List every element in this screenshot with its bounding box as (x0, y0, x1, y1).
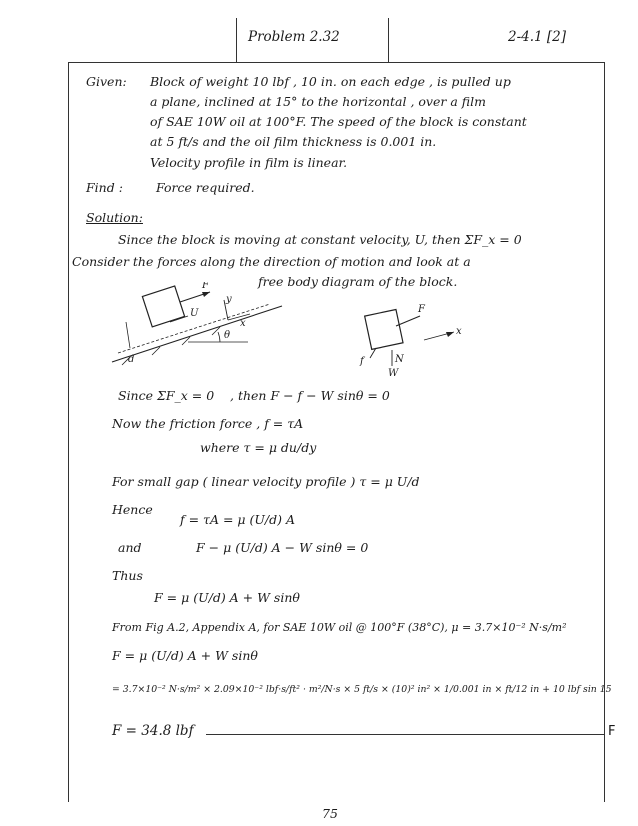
result: F = 34.8 lbf (112, 723, 194, 739)
small-gap-line: For small gap ( linear velocity profile ) τ = μ U/d (112, 474, 420, 489)
given-line: at 5 ft/s and the oil film thickness is 0.001 in. (150, 134, 437, 149)
fbd-force-arrow (396, 316, 420, 326)
find-text: Force required. (156, 180, 255, 195)
x-axis-label: x (240, 318, 246, 329)
given-line: Block of weight 10 lbf , 10 in. on each edge , is pulled up (150, 74, 511, 89)
solution-intro-line: Since the block is moving at constant velocity, U, then ΣF_x = 0 (118, 232, 522, 247)
arrowhead (202, 292, 210, 297)
and-equation: F − μ (U/d) A − W sinθ = 0 (196, 540, 369, 555)
thus-label: Thus (112, 568, 143, 583)
header-bottom-rule (68, 62, 604, 63)
fbd-f-label: F (418, 304, 425, 315)
hence-equation: f = τA = μ (U/d) A (180, 512, 296, 527)
force-equation: F = μ (U/d) A + W sinθ (112, 648, 258, 663)
header-divider-right (388, 18, 389, 62)
header-divider-left (236, 18, 237, 62)
from-figure-line: From Fig A.2, Appendix A, for SAE 10W oil @ 100°F (38°C), μ = 3.7×10⁻² N·s/m² (112, 621, 567, 634)
hence-label: Hence (112, 502, 153, 517)
free-body-diagram (70, 282, 590, 382)
result-pointer-line (206, 734, 604, 735)
fbd-block (365, 309, 403, 349)
solution-intro-line: free body diagram of the block. (258, 274, 458, 289)
arrowhead (446, 332, 454, 337)
block (142, 286, 184, 327)
theta-label: θ (224, 330, 231, 341)
x-axis (228, 314, 250, 320)
find-label: Find : (86, 180, 123, 195)
fbd-x-label: x (456, 326, 462, 337)
thickness-arrow (126, 322, 130, 348)
weight-label: W (388, 368, 399, 379)
d-label: d (128, 354, 135, 365)
y-axis-label: y (226, 294, 232, 305)
given-line: Velocity profile in film is linear. (150, 155, 348, 170)
solution-label: Solution: (86, 210, 143, 225)
given-label: Given: (86, 74, 127, 89)
solution-intro-line: Consider the forces along the direction of motion and look at a (72, 254, 471, 269)
normal-label: N (395, 354, 404, 365)
friction-line: Now the friction force , f = τA (112, 416, 304, 431)
page-number: 75 (322, 806, 338, 821)
problem-title: Problem 2.32 (248, 29, 340, 45)
left-margin-rule (68, 62, 69, 802)
numerical-substitution: = 3.7×10⁻² N·s/m² × 2.09×10⁻² lbf·s/ft² · m²/N·s × 5 ft/s × (10)² in² × 1/0.001 in × ft/12 in + 10 lbf sin 15 (112, 684, 612, 695)
problem-reference: 2-4.1 [2] (508, 29, 567, 45)
sum-forces-right: , then F − f − W sinθ = 0 (230, 388, 390, 403)
angle-arc (218, 332, 220, 342)
given-line: a plane, inclined at 15° to the horizontal , over a film (150, 94, 486, 109)
friction-label: f (360, 356, 364, 367)
given-line: of SAE 10W oil at 100°F. The speed of the block is constant (150, 114, 527, 129)
result-tag: F (608, 724, 616, 739)
f-label: F (202, 282, 209, 291)
velocity-arrow (170, 316, 188, 322)
where-line: where τ = μ du/dy (200, 440, 317, 455)
and-label: and (118, 540, 142, 555)
u-label: U (190, 308, 199, 319)
sum-forces-left: Since ΣF_x = 0 (118, 388, 215, 403)
thus-equation: F = μ (U/d) A + W sinθ (154, 590, 300, 605)
